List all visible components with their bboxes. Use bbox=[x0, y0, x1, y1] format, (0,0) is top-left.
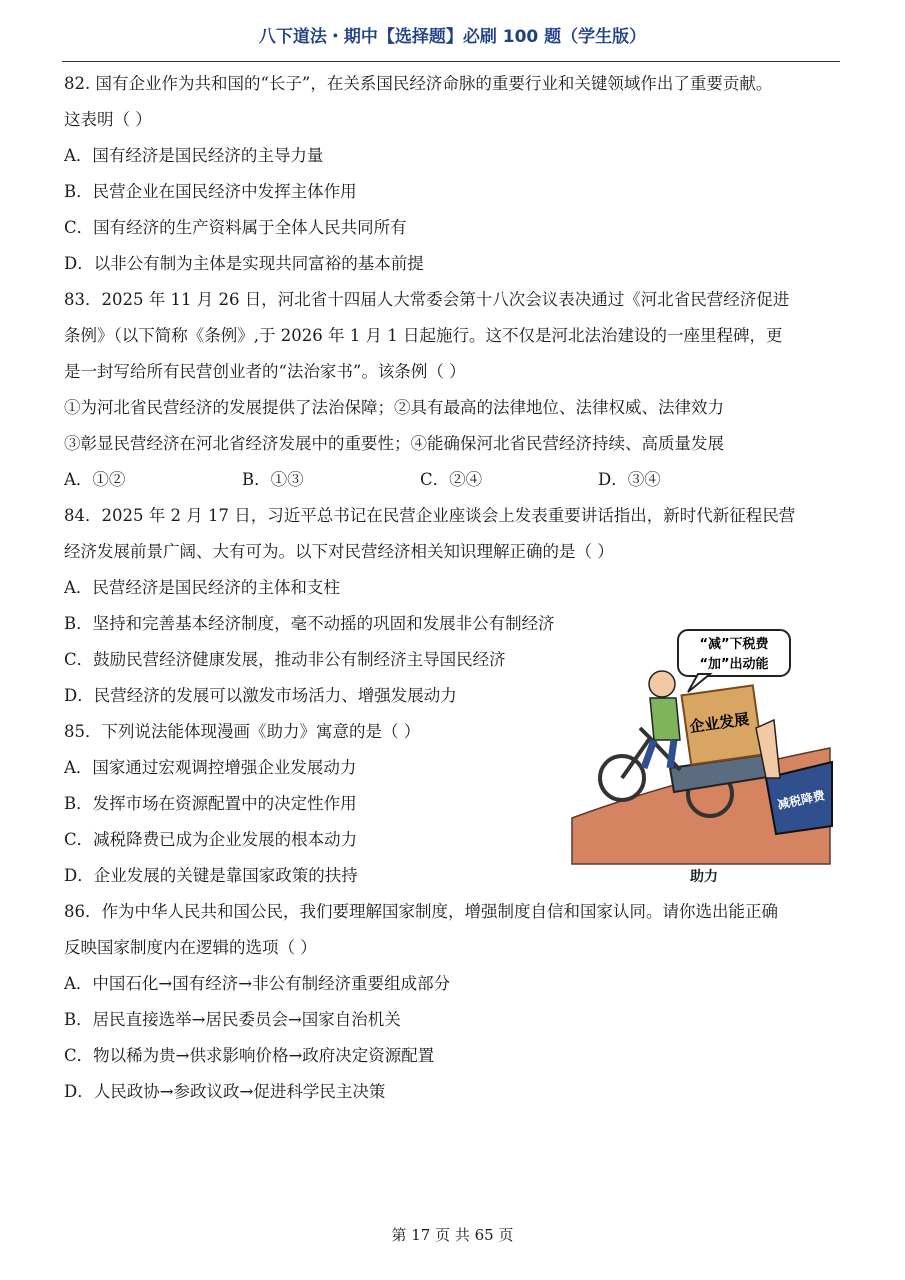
question-85-option-b: B．发挥市场在资源配置中的决定性作用 bbox=[64, 794, 357, 813]
question-85-option-d: D．企业发展的关键是靠国家政策的扶持 bbox=[64, 866, 358, 885]
rider-legs bbox=[644, 740, 674, 768]
question-86-option-c: C．物以稀为贵→供求影响价格→政府决定资源配置 bbox=[64, 1046, 435, 1065]
question-83-statement: ①为河北省民营经济的发展提供了法治保障；②具有最高的法律地位、法律权威、法律效力 bbox=[64, 398, 724, 417]
question-83-option-b: B．①③ bbox=[242, 470, 304, 489]
question-83-stem: 83．2025 年 11 月 26 日，河北省十四届人大常委会第十八次会议表决通过《河北省民营经济促进 bbox=[64, 290, 790, 309]
cartoon-caption: 助力 bbox=[690, 869, 718, 885]
question-84-option-b: B．坚持和完善基本经济制度，毫不动摇的巩固和发展非公有制经济 bbox=[64, 614, 555, 633]
question-84-option-c: C．鼓励民营经济健康发展，推动非公有制经济主导国民经济 bbox=[64, 650, 506, 669]
question-83-options bbox=[64, 462, 844, 498]
question-83-option-c: C．②④ bbox=[420, 470, 483, 489]
question-85-stem: 85．下列说法能体现漫画《助力》寓意的是（ ） bbox=[64, 722, 421, 741]
rider-head bbox=[649, 671, 675, 697]
question-82-option-a: A．国有经济是国民经济的主导力量 bbox=[64, 146, 324, 165]
question-84-stem: 84．2025 年 2 月 17 日，习近平总书记在民营企业座谈会上发表重要讲话指出，新时代新征程民营 bbox=[64, 506, 796, 525]
question-86-option-a: A．中国石化→国有经济→非公有制经济重要组成部分 bbox=[64, 974, 451, 993]
question-84-stem: 经济发展前景广阔、大有可为。以下对民营经济相关知识理解正确的是（ ） bbox=[64, 542, 614, 561]
question-list bbox=[64, 66, 844, 1110]
question-86-option-b: B．居民直接选举→居民委员会→国家自治机关 bbox=[64, 1010, 401, 1029]
page-footer: 第 17 页 共 65 页 bbox=[391, 1226, 514, 1244]
question-83-statement: ③彰显民营经济在河北省经济发展中的重要性；④能确保河北省民营经济持续、高质量发展 bbox=[64, 434, 724, 453]
cartoon-illustration bbox=[570, 628, 834, 888]
question-83-stem: 是一封写给所有民营创业者的“法治家书”。该条例（ ） bbox=[64, 362, 466, 381]
sleeve-label: 减税降费 bbox=[776, 788, 827, 812]
question-84-option-a: A．民营经济是国民经济的主体和支柱 bbox=[64, 578, 340, 597]
question-83-option-a: A．①② bbox=[64, 470, 126, 489]
question-82-option-b: B．民营企业在国民经济中发挥主体作用 bbox=[64, 182, 357, 201]
question-83-stem: 条例》（以下简称《条例》,于 2026 年 1 月 1 日起施行。这不仅是河北法治建设的一座里程碑，更 bbox=[64, 326, 783, 345]
question-82-stem: 这表明（ ） bbox=[64, 110, 152, 129]
question-82-stem: 82. 国有企业作为共和国的“长子”，在关系国民经济命脉的重要行业和关键领域作出了重要贡献。 bbox=[64, 74, 773, 93]
page-header-title: 八下道法・期中【选择题】必刷 100 题（学生版） bbox=[258, 27, 647, 47]
rider-body bbox=[650, 698, 680, 740]
question-85-option-a: A．国家通过宏观调控增强企业发展动力 bbox=[64, 758, 357, 777]
question-82-option-d: D．以非公有制为主体是实现共同富裕的基本前提 bbox=[64, 254, 424, 273]
question-85-option-c: C．减税降费已成为企业发展的根本动力 bbox=[64, 830, 358, 849]
box-label: 企业发展 bbox=[688, 709, 751, 737]
question-83-option-d: D．③④ bbox=[598, 470, 661, 489]
question-84-option-d: D．民营经济的发展可以激发市场活力、增强发展动力 bbox=[64, 686, 457, 705]
question-86-stem: 反映国家制度内在逻辑的选项（ ） bbox=[64, 938, 317, 957]
header-divider bbox=[62, 61, 840, 62]
question-86-stem: 86．作为中华人民共和国公民，我们要理解国家制度，增强制度自信和国家认同。请你选出能正确 bbox=[64, 902, 778, 921]
speech-text-1: “减”下税费 bbox=[699, 637, 769, 652]
question-86-option-d: D．人民政协→参政议政→促进科学民主决策 bbox=[64, 1082, 386, 1101]
question-82-option-c: C．国有经济的生产资料属于全体人民共同所有 bbox=[64, 218, 407, 237]
speech-text-2: “加”出动能 bbox=[699, 657, 769, 672]
